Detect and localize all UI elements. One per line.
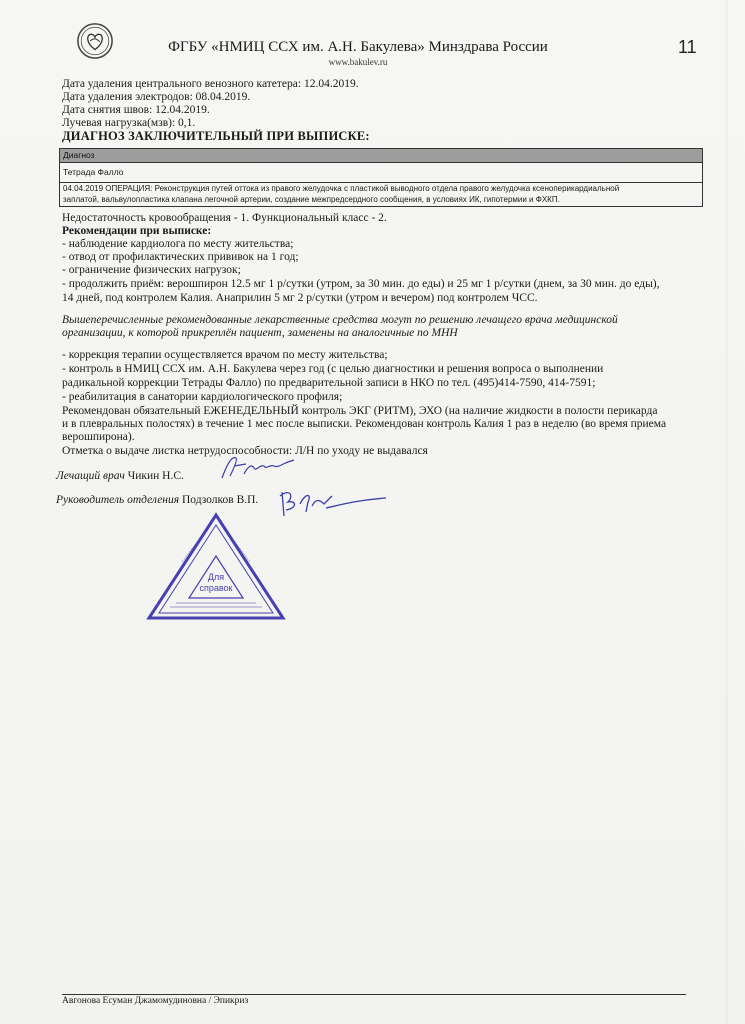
recommendation-item: - ограничение физических нагрузок; [62,264,241,276]
medication-note: Вышеперечисленные рекомендованные лекарственные средства могут по решению лечащего врача медицинской [62,314,618,326]
medication-note: организации, к которой прикреплён пациент, заменены на аналогичные по МНН [62,327,458,339]
diagnosis-heading: ДИАГНОЗ ЗАКЛЮЧИТЕЛЬНЫЙ ПРИ ВЫПИСКЕ: [62,129,370,143]
stamp-text-line-2: справок [199,583,233,593]
recommendations-heading: Рекомендации при выписке: [62,225,212,237]
doctor-name: Чикин Н.С. [127,470,184,482]
head-name: Подзолков В.П. [181,494,259,506]
recommendation-item: 14 дней, под контролем Калия. Анаприлин 5 мг 2 р/сутки (утром и вечером) под контролем ЧСС. [62,292,538,304]
operation-line-1: 04.04.2019 ОПЕРАЦИЯ: Реконструкция путей оттока из правого желудочка с пластикой выводного отдела правого желудочка ксеноперикардиальной [63,184,620,193]
operation-cell [60,183,703,207]
header-url[interactable]: www.bakulev.ru [328,57,388,67]
stamp-text-line-1: Для [207,572,225,582]
doctor-signature-icon [218,452,298,482]
triangle-stamp-icon [146,512,286,622]
footer-divider [62,994,686,995]
diagnosis-main: Тетрада Фалло [60,163,703,183]
sutures-removal-date: Дата снятия швов: 12.04.2019. [62,104,210,116]
electrodes-removal-date: Дата удаления электродов: 08.04.2019. [62,91,251,103]
recommendation-item: - отвод от профилактических прививок на 1 год; [62,251,299,263]
page-edge-shadow [726,0,728,1024]
header-title: ФГБУ «НМИЦ ССХ им. А.Н. Бакулева» Минздрава России [168,39,548,55]
extra-item: и в плевральных полостях) в течение 1 мес после выписки. Рекомендован контроль Калия 1 раз в неделю (во время приема [62,418,667,430]
extra-item: - контроль в НМИЦ ССХ им. А.Н. Бакулева через год (с целью диагностики и решения вопроса о выполнении [62,363,604,375]
radiation-dose: Лучевая нагрузка(мзв): 0,1. [62,117,196,129]
extra-item: Рекомендован обязательный ЕЖЕНЕДЕЛЬНЫЙ контроль ЭКГ (РИТМ), ЭХО (на наличие жидкости в полости перикарда [62,405,658,417]
doctor-signature-line [56,470,184,482]
operation-line-2: заплатой, вальвулопластика клапана легочной артерии, создание межпредсердного сообщения, в условиях ИК, гипотермии и ФХКП. [63,194,560,204]
catheter-removal-date: Дата удаления центрального венозного катетера: 12.04.2019. [62,78,359,90]
doctor-label: Лечащий врач [56,470,125,482]
extra-item: - коррекция терапии осуществляется врачом по месту жительства; [62,349,388,361]
head-signature-line [56,494,258,506]
extra-item: - реабилитация в санатории кардиологического профиля; [62,391,343,403]
bakulev-heart-logo-icon [76,22,114,60]
sick-leave-note: Отметка о выдаче листка нетрудоспособности: Л/Н по уходу не выдавался [62,445,428,457]
circulatory-insufficiency: Недостаточность кровообращения - 1. Функциональный класс - 2. [62,212,387,224]
head-label: Руководитель отделения [56,494,180,506]
recommendation-item: - наблюдение кардиолога по месту жительства; [62,238,294,250]
diagnosis-table [59,148,703,207]
recommendation-item: - продолжить приём: верошпирон 12.5 мг 1 р/сутки (утром, за 30 мин. до еды) и 25 мг 1 р/сутки (днем, за 30 мин. до еды), [62,278,660,290]
extra-item: верошпирона). [62,431,135,443]
extra-item: радикальной коррекции Тетрады Фалло) по предварительной записи в НКО по тел. (495)414-7590, 414-7591; [62,377,596,389]
page-number: 11 [678,37,697,57]
diagnosis-table-header: Диагноз [60,149,703,163]
head-signature-icon [276,482,396,522]
footer-text: Авгонова Есуман Джамомудиновна / Эпикриз [62,996,249,1006]
